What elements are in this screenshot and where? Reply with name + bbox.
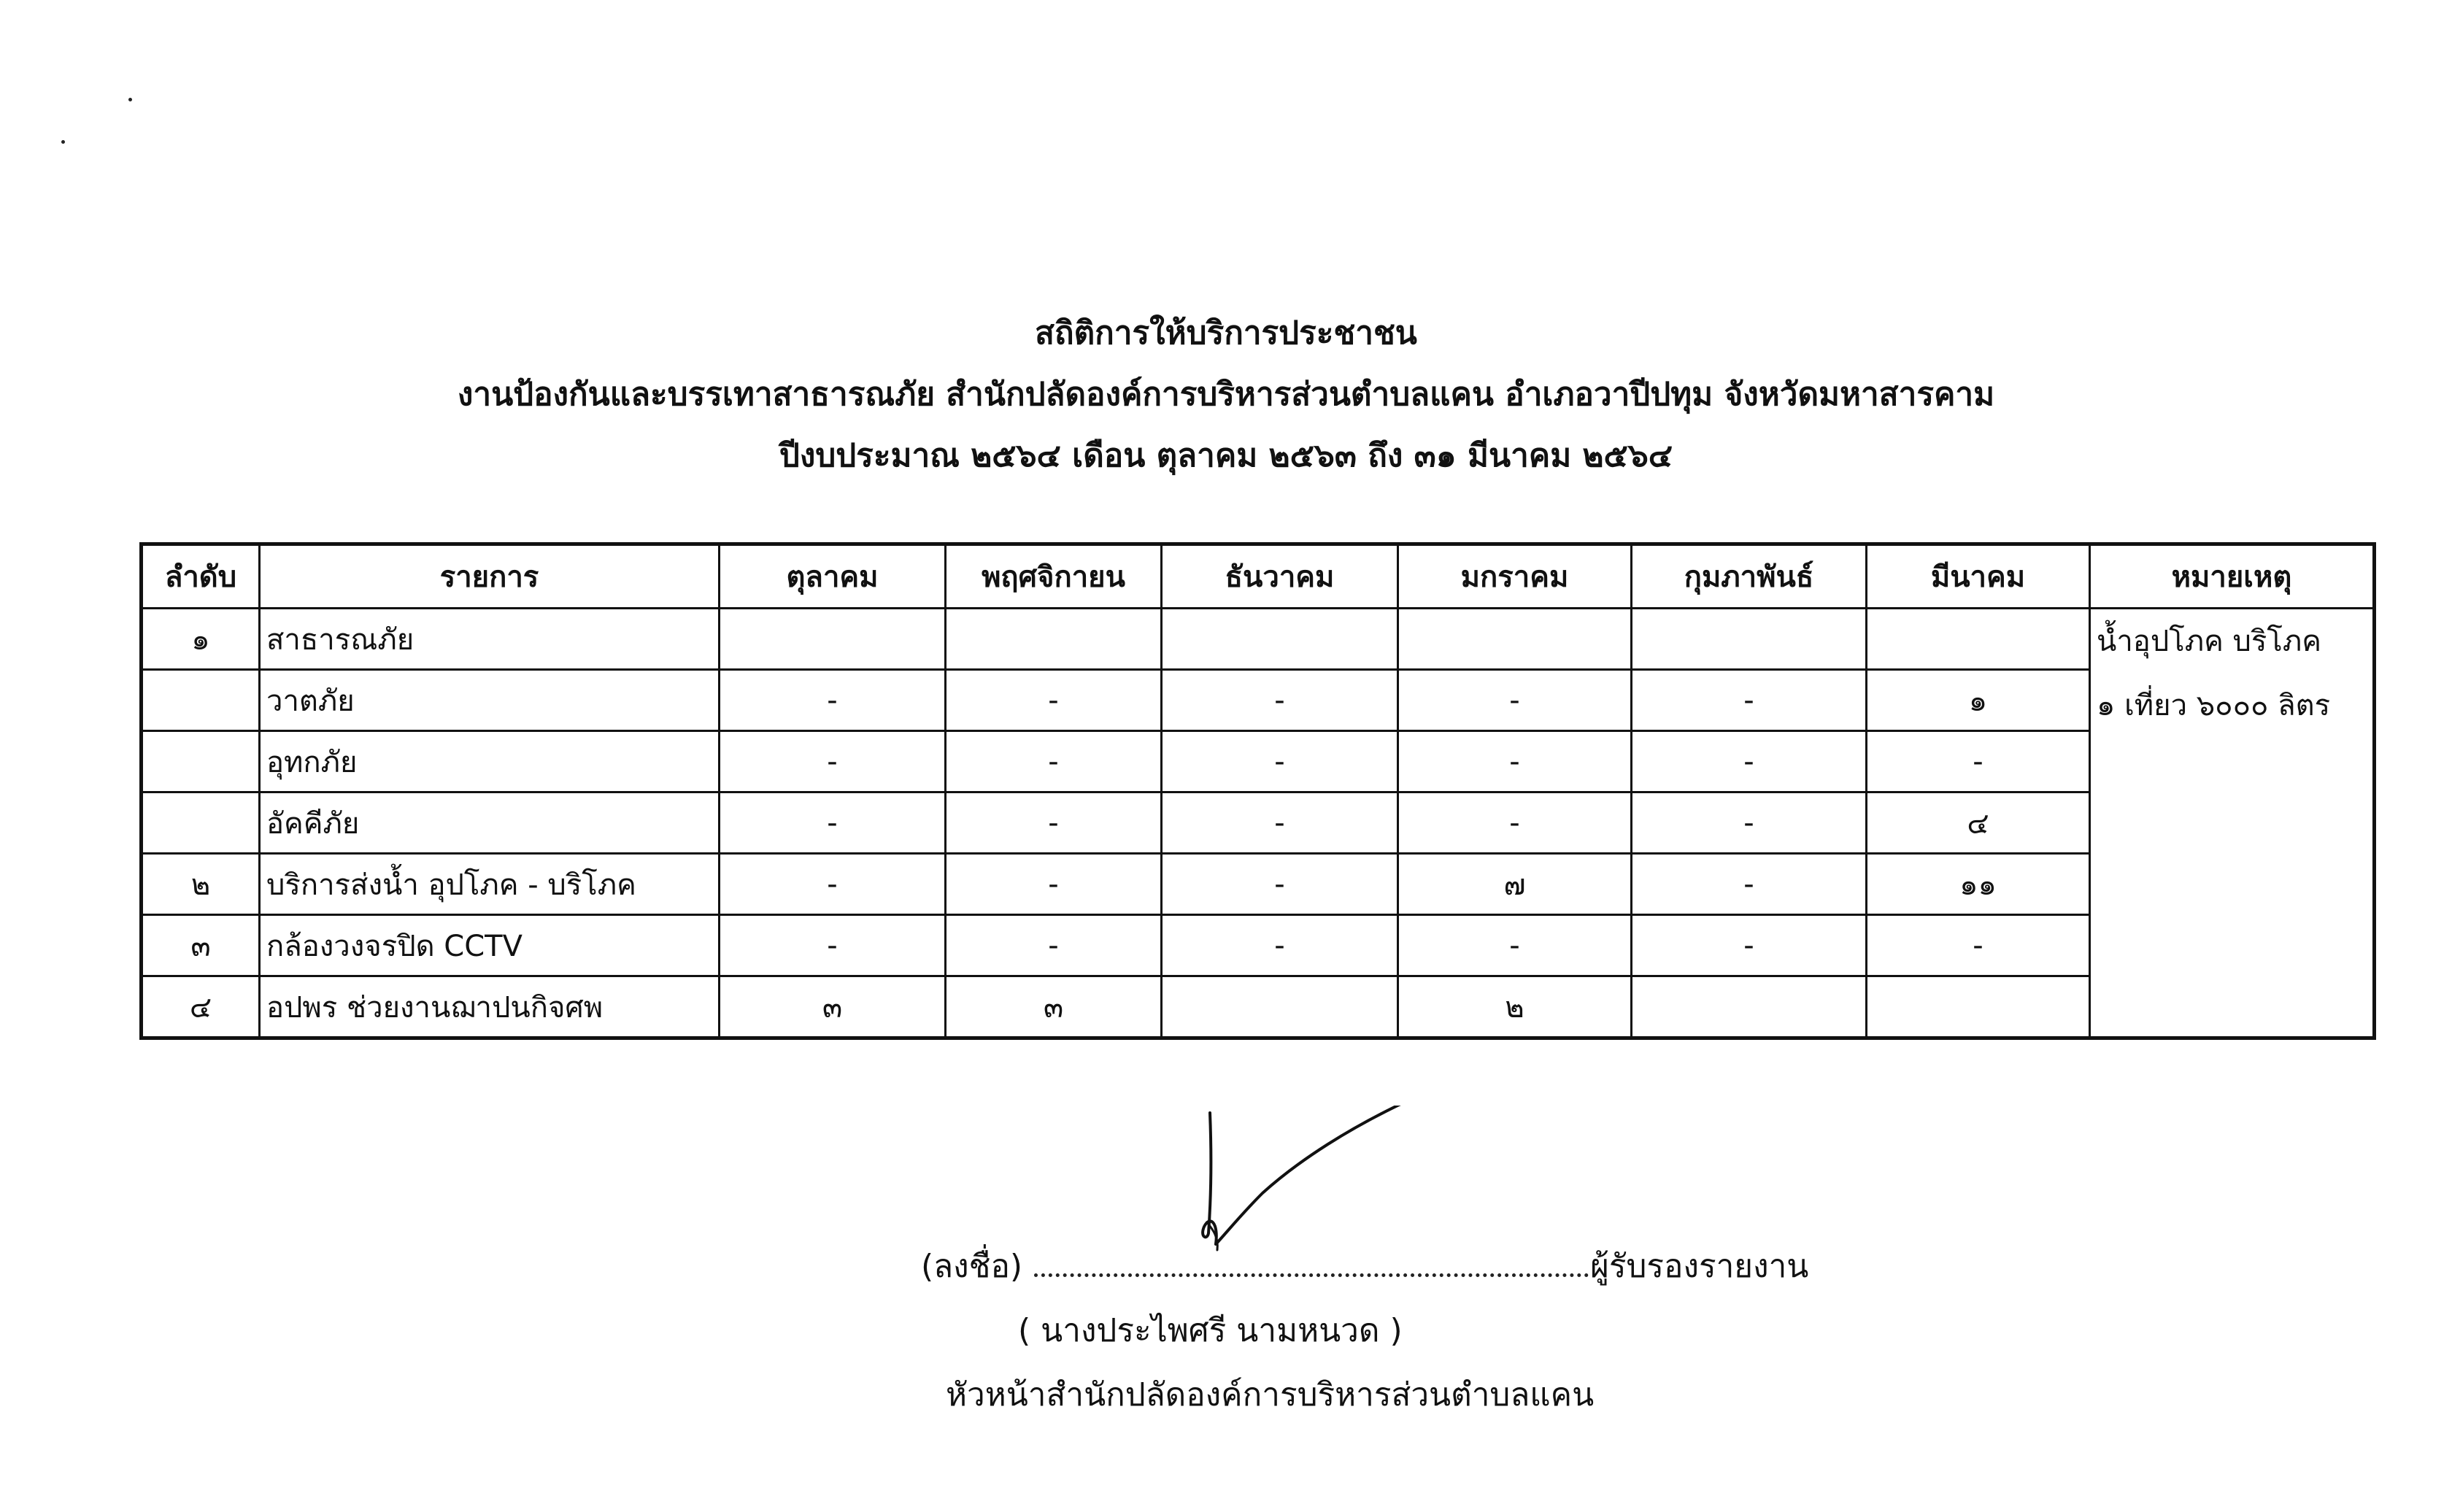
cell-no: [142, 670, 260, 731]
cell-dec: -: [1162, 854, 1398, 915]
cell-feb: [1632, 609, 1867, 670]
cell-feb: [1632, 976, 1867, 1038]
cell-oct: [720, 609, 946, 670]
cell-mar: ๔: [1867, 792, 2090, 854]
col-header-feb: กุมภาพันธ์: [1632, 544, 1867, 609]
cell-oct: -: [720, 731, 946, 792]
signature-dotted-line: [1034, 1251, 1589, 1277]
table-row: [142, 731, 2375, 792]
table-row: [142, 670, 2375, 731]
cell-mar: ๑๑: [1867, 854, 2090, 915]
signature-prefix: (ลงชื่อ): [921, 1248, 1023, 1285]
cell-no: [142, 731, 260, 792]
service-statistics-table: [139, 542, 2376, 1040]
cell-remark: [2090, 609, 2375, 1038]
cell-oct: -: [720, 792, 946, 854]
table-row: [142, 609, 2375, 670]
cell-no: ๒: [142, 854, 260, 915]
cell-nov: -: [946, 670, 1162, 731]
cell-no: [142, 792, 260, 854]
col-header-oct: ตุลาคม: [720, 544, 946, 609]
signature-suffix: ผู้รับรองรายงาน: [1590, 1248, 1809, 1285]
table-row: [142, 854, 2375, 915]
cell-nov: -: [946, 854, 1162, 915]
cell-dec: [1162, 609, 1398, 670]
signer-position: หัวหน้าสำนักปลัดองค์การบริหารส่วนตำบลแคน: [946, 1376, 1595, 1413]
cell-feb: -: [1632, 731, 1867, 792]
document-header: [0, 303, 2452, 487]
cell-no: ๑: [142, 609, 260, 670]
cell-jan: -: [1398, 731, 1632, 792]
col-header-mar: มีนาคม: [1867, 544, 2090, 609]
signer-name: ( นางประไพศรี นามหนวด ): [1018, 1312, 1403, 1349]
cell-jan: ๒: [1398, 976, 1632, 1038]
cell-feb: -: [1632, 854, 1867, 915]
cell-dec: -: [1162, 915, 1398, 976]
cell-nov: -: [946, 792, 1162, 854]
col-header-dec: ธันวาคม: [1162, 544, 1398, 609]
col-header-no: ลำดับ: [142, 544, 260, 609]
cell-item: กล้องวงจรปิด CCTV: [260, 915, 720, 976]
cell-item: อัคคีภัย: [260, 792, 720, 854]
cell-item: อุทกภัย: [260, 731, 720, 792]
col-header-item: รายการ: [260, 544, 720, 609]
signature-line: [921, 1241, 1808, 1292]
remark-line-1: น้ำอุปโภค บริโภค: [2097, 625, 2322, 658]
cell-feb: -: [1632, 670, 1867, 731]
cell-no: ๓: [142, 915, 260, 976]
cell-feb: -: [1632, 792, 1867, 854]
cell-item: สาธารณภัย: [260, 609, 720, 670]
cell-jan: -: [1398, 670, 1632, 731]
cell-jan: -: [1398, 915, 1632, 976]
remark-line-2: ๑ เที่ยว ๖๐๐๐ ลิตร: [2097, 689, 2331, 722]
col-header-remark: หมายเหตุ: [2090, 544, 2375, 609]
header-period: ปีงบประมาณ ๒๕๖๔ เดือน ตุลาคม ๒๕๖๓ ถึง ๓๑ มีนาคม ๒๕๖๔: [779, 437, 1673, 474]
cell-mar: [1867, 609, 2090, 670]
col-header-nov: พฤศจิกายน: [946, 544, 1162, 609]
col-header-jan: มกราคม: [1398, 544, 1632, 609]
cell-nov: -: [946, 915, 1162, 976]
cell-mar: -: [1867, 915, 2090, 976]
cell-jan: [1398, 609, 1632, 670]
cell-mar: [1867, 976, 2090, 1038]
cell-jan: -: [1398, 792, 1632, 854]
scan-speck: [61, 140, 65, 144]
cell-mar: ๑: [1867, 670, 2090, 731]
cell-nov: -: [946, 731, 1162, 792]
table-header-row: [142, 544, 2375, 609]
table-row: [142, 792, 2375, 854]
cell-dec: -: [1162, 670, 1398, 731]
cell-item: วาตภัย: [260, 670, 720, 731]
cell-dec: [1162, 976, 1398, 1038]
scan-speck: [128, 98, 132, 101]
cell-nov: [946, 609, 1162, 670]
table-row: [142, 915, 2375, 976]
cell-nov: ๓: [946, 976, 1162, 1038]
cell-oct: ๓: [720, 976, 946, 1038]
cell-oct: -: [720, 670, 946, 731]
cell-no: ๔: [142, 976, 260, 1038]
cell-dec: -: [1162, 792, 1398, 854]
cell-feb: -: [1632, 915, 1867, 976]
table-row: [142, 976, 2375, 1038]
cell-oct: -: [720, 915, 946, 976]
header-title: สถิติการให้บริการประชาชน: [1035, 315, 1417, 352]
cell-item: บริการส่งน้ำ อุปโภค - บริโภค: [260, 854, 720, 915]
cell-oct: -: [720, 854, 946, 915]
cell-dec: -: [1162, 731, 1398, 792]
cell-jan: ๗: [1398, 854, 1632, 915]
cell-item: อปพร ช่วยงานฌาปนกิจศพ: [260, 976, 720, 1038]
cell-mar: -: [1867, 731, 2090, 792]
header-subtitle: งานป้องกันและบรรเทาสาธารณภัย สำนักปลัดองค์การบริหารส่วนตำบลแคน อำเภอวาปีปทุม จังหวัดมหาสารคาม: [457, 376, 1995, 413]
